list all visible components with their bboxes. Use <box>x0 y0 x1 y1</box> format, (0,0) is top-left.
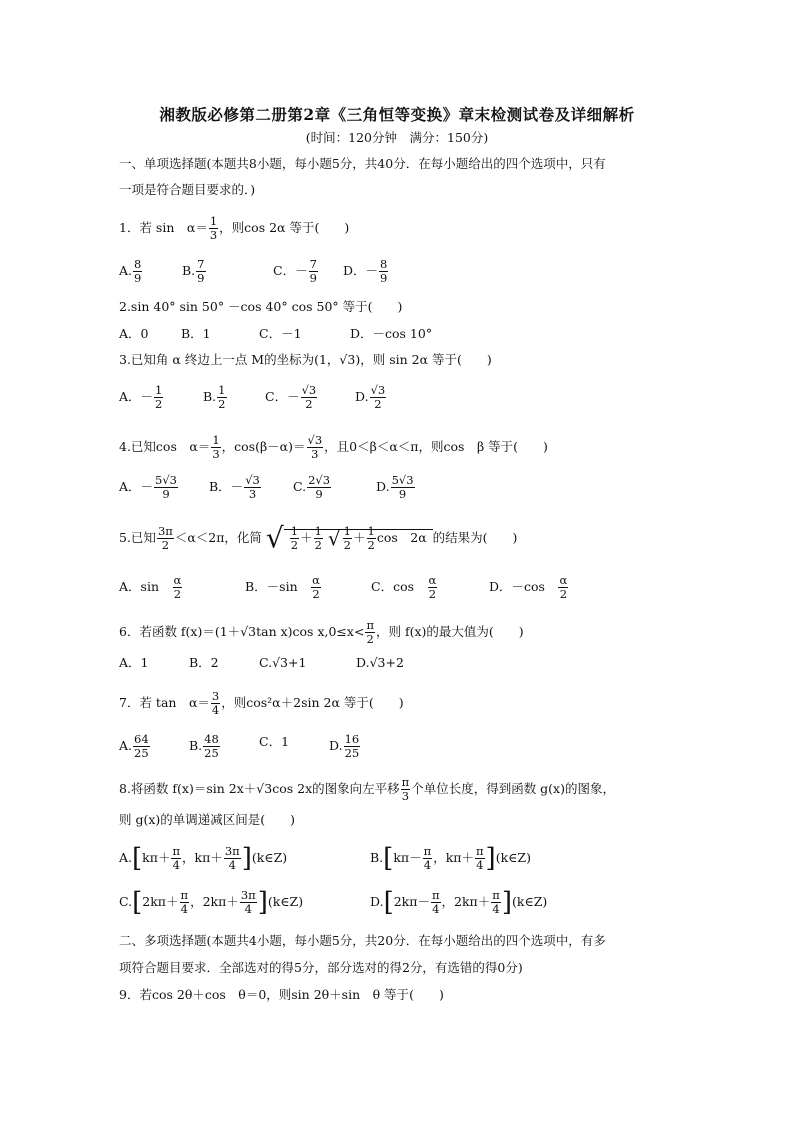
section2-heading-line2: 项符合题目要求．全部选对的得5分，部分选对的得2分，有选错的得0分) <box>119 960 523 975</box>
option-d: D.√3+2 <box>356 655 404 670</box>
option-b: B．－ $\frac{√3}{3}$ <box>209 473 260 501</box>
time-score-subtitle: (时间：120分钟 满分：150分) <box>305 130 489 145</box>
section1-heading-line2: 一项是符合题目要求的．) <box>119 182 256 197</box>
option-c: C.[2kπ＋ $\frac{\pi}{4}$ ，2kπ＋ $\frac{3\pi}{4}$ ](k∈Z) <box>119 887 304 918</box>
option-d: D. $\frac{√3}{2}$ <box>355 383 386 411</box>
option-a: A. $\frac{64}{25}$ <box>119 732 149 760</box>
option-d: D．－cos $\frac{\alpha}{2}$ <box>489 573 568 601</box>
section1-heading-line1: 一、单项选择题(本题共8小题，每小题5分，共40分．在每小题给出的四个选项中，只有 <box>119 156 606 171</box>
option-b: B．1 <box>181 326 211 341</box>
option-a: A．1 <box>119 655 149 670</box>
question-3: 3.已知角 α 终边上一点 M的坐标为(1，√3)，则 sin 2α 等于( ) <box>119 352 492 367</box>
option-a: A. $\frac{8}{9}$ <box>119 257 142 285</box>
option-d: D. $\frac{5√3}{9}$ <box>376 473 414 501</box>
option-a: A．－ $\frac{1}{2}$ <box>119 383 163 411</box>
question-8-line2: 则 g(x)的单调递减区间是( ) <box>119 812 296 827</box>
question-8: 8.将函数 f(x)＝sin 2x＋√3cos 2x的图象向左平移 $\frac{\pi}{3}$ 个单位长度，得到函数 g(x)的图象， <box>119 775 615 803</box>
option-b: B. $\frac{48}{25}$ <box>189 732 219 760</box>
question-8-options-cd <box>119 889 679 923</box>
option-a: A．sin $\frac{\alpha}{2}$ <box>119 573 182 601</box>
option-a: A．0 <box>119 326 149 341</box>
question-1: 1．若 sin α＝ $\frac{1}{3}$ ，则cos 2α 等于( ) <box>119 214 350 242</box>
question-6: 6．若函数 f(x)＝(1＋√3tan x)cos x,0≤x< $\frac{\pi}{2}$ ，则 f(x)的最大值为( ) <box>119 618 524 646</box>
option-c: C．－ $\frac{√3}{2}$ <box>265 383 317 411</box>
question-2: 2.sin 40° sin 50° －cos 40° cos 50° 等于( ) <box>119 299 403 314</box>
question-8-options-ab <box>119 845 679 879</box>
question-5: 5.已知 $\frac{3\pi}{2}$ ＜α＜2π，化简 √ $\frac{1}{2}$ ＋ $\frac{1}{2}$ √ $\frac{1}{2}$ ＋ $\frac{1}{2}$ cos 2α 的结果为( ) <box>119 521 518 555</box>
option-c: C．cos $\frac{\alpha}{2}$ <box>371 573 437 601</box>
option-d: D.[2kπ－ $\frac{\pi}{4}$ ，2kπ＋ $\frac{\pi}{4}$ ](k∈Z) <box>370 887 548 918</box>
page-title: 湘教版必修第二册第2章《三角恒等变换》章末检测试卷及详细解析 <box>159 105 635 124</box>
fraction: $\frac{1}{3}$ <box>209 214 218 242</box>
question-7-options <box>119 733 619 763</box>
question-3-options <box>119 384 619 414</box>
option-d: D．－cos 10° <box>350 326 433 341</box>
option-b: B.[kπ－ $\frac{\pi}{4}$ ，kπ＋ $\frac{\pi}{4}$ ](k∈Z) <box>370 843 531 874</box>
question-7: 7．若 tan α＝ $\frac{3}{4}$ ，则cos²α＋2sin 2α 等于( ) <box>119 689 404 717</box>
option-b: B. $\frac{1}{2}$ <box>203 383 226 411</box>
question-9: 9．若cos 2θ＋cos θ＝0，则sin 2θ＋sin θ 等于( ) <box>119 987 444 1002</box>
option-c: C. $\frac{2√3}{9}$ <box>293 473 331 501</box>
option-b: B．2 <box>189 655 219 670</box>
question-5-options <box>119 574 639 604</box>
question-2-options <box>119 325 619 343</box>
option-d: D．－ $\frac{8}{9}$ <box>343 257 388 285</box>
question-1-options <box>119 258 719 288</box>
question-6-options <box>119 654 619 672</box>
option-b: B．－sin $\frac{\alpha}{2}$ <box>245 573 320 601</box>
option-d: D. $\frac{16}{25}$ <box>329 732 360 760</box>
option-c: C．－ $\frac{7}{9}$ <box>273 257 317 285</box>
option-b: B. $\frac{7}{9}$ <box>182 257 205 285</box>
question-4-options <box>119 474 619 504</box>
option-c: C．1 <box>259 734 290 749</box>
section2-heading-line1: 二、多项选择题(本题共4小题，每小题5分，共20分．在每小题给出的四个选项中，有多 <box>119 933 606 948</box>
option-c: C．－1 <box>259 326 302 341</box>
option-c: C.√3+1 <box>259 655 307 670</box>
question-4: 4.已知cos α＝ $\frac{1}{3}$ ，cos(β－α)＝ $\frac{√3}{3}$ ，且0＜β＜α＜π，则cos β 等于( ) <box>119 433 548 461</box>
option-a: A．－ $\frac{5√3}{9}$ <box>119 473 177 501</box>
radical-sign: √ <box>265 521 284 555</box>
option-a: A.[kπ＋ $\frac{\pi}{4}$ ，kπ＋ $\frac{3\pi}{4}$ ](k∈Z) <box>119 843 288 874</box>
